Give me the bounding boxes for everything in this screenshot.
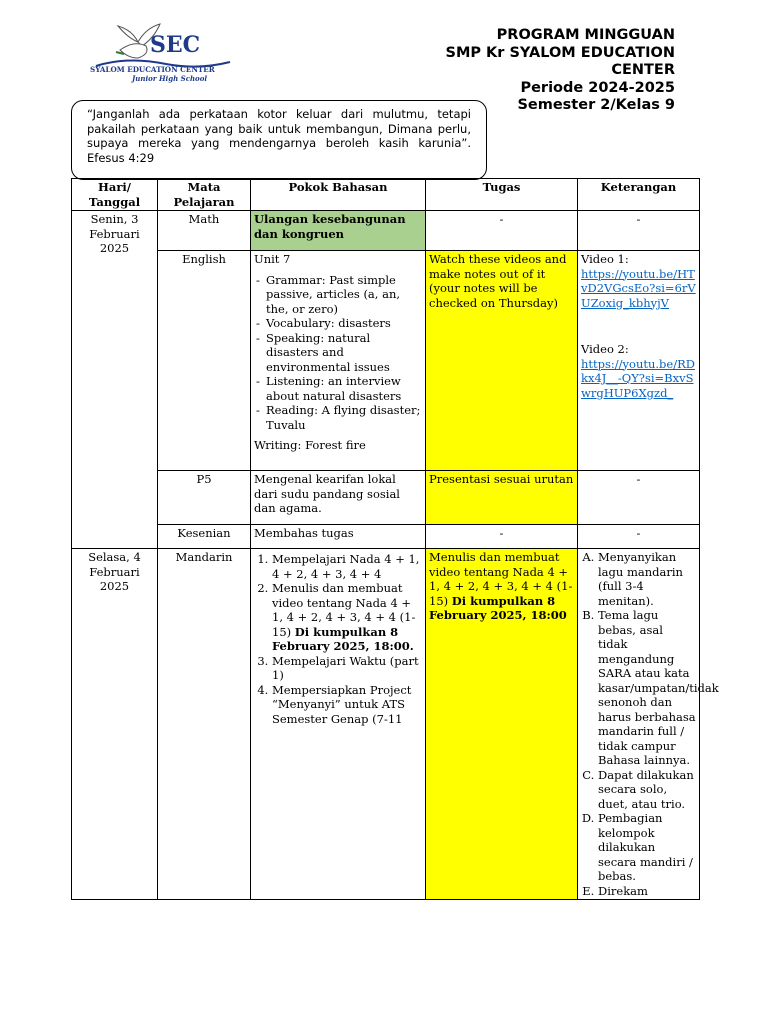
list-item: E. Direkam — [598, 884, 696, 899]
list-item: A. Menyanyikan lagu mandarin (full 3-4 menitan). — [598, 550, 696, 608]
svg-text:Junior High School: Junior High School — [132, 74, 208, 83]
list-item: - Vocabulary: disasters — [254, 316, 422, 331]
table-row-english — [72, 251, 700, 471]
item-text: Menulis dan membuat video tentang Nada 4 + 1, 4 + 2, 4 + 3, 4 + 4 (1-15) — [272, 581, 416, 639]
note-cell: - — [578, 525, 700, 549]
item-end: . — [409, 639, 414, 653]
subject-cell: Math — [158, 211, 251, 251]
title-line: CENTER — [611, 62, 675, 78]
topic-cell — [251, 251, 426, 471]
weekly-schedule-table — [71, 178, 719, 900]
note-list — [581, 550, 719, 898]
title-line: SMP Kr SYALOM EDUCATION — [445, 44, 675, 61]
title-line: Semester 2/Kelas 9 — [517, 97, 675, 113]
list-item: D. Pembagian kelompok dilakukan secara mandiri / bebas. — [598, 811, 696, 884]
list-item: 1. Mempelajari Nada 4 + 1, 4 + 2, 4 + 3, 4 + 4 — [272, 552, 422, 581]
deadline-text: Di kumpulkan 8 February 2025, 18:00 — [429, 593, 567, 622]
header-day: Hari/ Tanggal — [72, 179, 158, 211]
title-line: PROGRAM MINGGUAN — [496, 27, 675, 43]
header-note: Keterangan — [578, 179, 700, 211]
task-cell: Presentasi sesuai urutan — [426, 471, 578, 525]
subject-cell: P5 — [158, 471, 251, 525]
task-cell: - — [426, 525, 578, 549]
topic-cell: Mengenal kearifan lokal dari sudu pandang sosial dan agama. — [251, 471, 426, 525]
svg-text:SYALOM EDUCATION CENTER: SYALOM EDUCATION CENTER — [90, 65, 215, 74]
video-label: Video 2: — [581, 342, 629, 356]
subject-cell: Mandarin — [158, 549, 251, 900]
bible-verse-box: “Janganlah ada perkataan kotor keluar dari mulutmu, tetapi pakailah perkataan yang baik untuk membangun, Dimana perlu, supaya mereka yang mendengarnya beroleh kasih karunia”. Efesus 4:29 — [71, 100, 487, 180]
list-item: B. Tema lagu bebas, asal tidak mengandung SARA atau kata kasar/umpatan/tidak senonoh dan harus berbahasa mandarin full / tidak campur Bahasa lainnya. — [598, 608, 696, 768]
table-row-math — [72, 211, 700, 251]
list-item: 3. Mempelajari Waktu (part 1) — [272, 654, 422, 683]
topic-list — [254, 552, 422, 726]
video-label: Video 1: — [581, 252, 629, 266]
dove-logo-icon — [88, 20, 238, 84]
list-item: C. Dapat dilakukan secara solo, duet, atau trio. — [598, 768, 696, 812]
list-item: - Listening: an interview about natural disasters — [254, 374, 422, 403]
task-cell — [426, 549, 578, 900]
video-link[interactable]: https://youtu.be/RDkx4J__-QY?si=BxvSwrgHUP6Xgzd_ — [581, 356, 695, 400]
header-row — [72, 179, 700, 211]
day-cell-tuesday: Selasa, 4 Februari 2025 — [72, 549, 158, 900]
task-cell: Watch these videos and make notes out of it (your notes will be checked on Thursday) — [426, 251, 578, 471]
list-item: - Reading: A flying disaster; Tuvalu — [254, 403, 422, 432]
video-link[interactable]: https://youtu.be/HTvD2VGcsEo?si=6rVUZoxig_kbhyjV — [581, 266, 696, 310]
writing-label: Writing: Forest fire — [254, 438, 366, 452]
note-cell — [578, 251, 700, 471]
day-cell-monday: Senin, 3 Februari 2025 — [72, 211, 158, 549]
note-cell: - — [578, 211, 700, 251]
subject-cell: Kesenian — [158, 525, 251, 549]
table-row-kesenian — [72, 525, 700, 549]
title-line: Periode 2024-2025 — [520, 79, 675, 96]
svg-text:SEC: SEC — [150, 32, 201, 58]
subject-cell: English — [158, 251, 251, 471]
table-row-mandarin — [72, 549, 700, 900]
table-row-p5 — [72, 471, 700, 525]
topic-cell: Membahas tugas — [251, 525, 426, 549]
list-item: - Speaking: natural disasters and environmental issues — [254, 331, 422, 375]
unit-label: Unit 7 — [254, 252, 291, 266]
task-text: Menulis dan membuat video tentang Nada 4 + 1, 4 + 2, 4 + 3, 4 + 4 (1-15) — [429, 550, 573, 608]
note-cell: - — [578, 471, 700, 525]
topic-cell — [251, 549, 426, 900]
note-cell — [578, 549, 719, 900]
school-logo — [88, 20, 238, 84]
topic-list — [254, 273, 422, 433]
list-item: 4. Mempersiapkan Project “Menyanyi” untuk ATS Semester Genap (7-11 — [272, 683, 422, 727]
header-task: Tugas — [426, 179, 578, 211]
header-subject: Mata Pelajaran — [158, 179, 251, 211]
list-item — [272, 581, 422, 654]
list-item: - Grammar: Past simple passive, articles (a, an, the, or zero) — [254, 273, 422, 317]
deadline-text: Di kumpulkan 8 February 2025, 18:00 — [272, 624, 410, 653]
header-topic: Pokok Bahasan — [251, 179, 426, 211]
topic-cell: Ulangan kesebangunan dan kongruen — [251, 211, 426, 251]
task-cell: - — [426, 211, 578, 251]
